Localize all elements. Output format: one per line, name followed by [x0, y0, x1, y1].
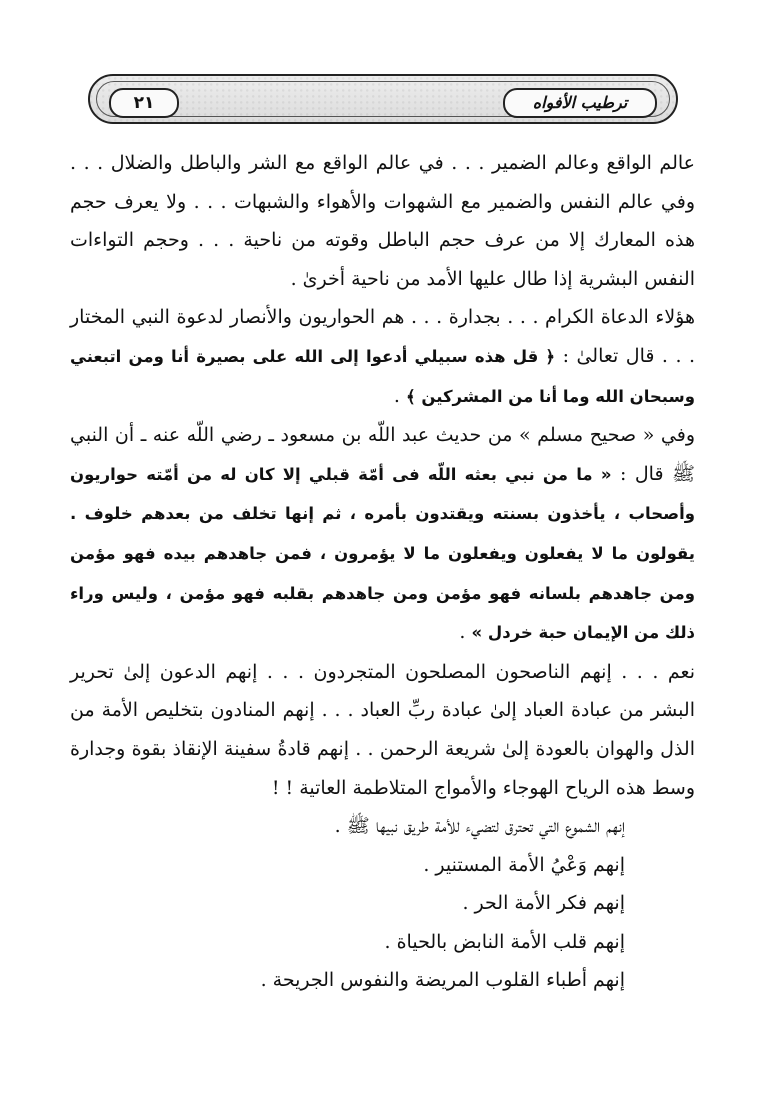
list-item: إنهم أطباء القلوب المريضة والنفوس الجريحة . [260, 969, 625, 992]
paragraph-3 [70, 416, 695, 653]
hadith-quote: « ما من نبي بعثه اللّه فى أمّة قبلي إلا كان له من أمّته حواريون وأصحاب ، يأخذون بسنته ويقتدون بأمره ، ثم إنها تخلف من بعدهم خلوف . يقولون ما لا يفعلون ويفعلون ما لا يؤمرون ، فمن جاهدهم بيده فهو مؤمن ومن جاهدهم بلسانه فهو مؤمن ومن جاهدهم بقلبه فهو مؤمن ، وليس وراء ذلك من الإيمان حبة خردل » [70, 464, 695, 643]
paragraph-1: عالم الواقع وعالم الضمير . . . في عالم الواقع مع الشر والباطل والضلال . . . وفي عالم النفس والضمير مع الشهوات والأهواء والشبهات . . . ولا يعرف حجم هذه المعارك إلا من عرف حجم الباطل وقوته من ناحية . . . وحجم التواءات النفس البشرية إذا طال عليها الأمد من ناحية أخرىٰ . [70, 152, 695, 290]
paragraph-2-tail: . [393, 384, 406, 407]
list-item: إنهم فكر الأمة الحر . [462, 892, 625, 915]
paragraph-2-lead: هؤلاء الدعاة الكرام . . . بجدارة . . . هم الحواريون والأنصار لدعوة النبي المختار . . . قال تعالىٰ : [70, 306, 695, 367]
page-number: ٢١ [109, 88, 179, 118]
description-list [70, 807, 695, 1000]
paragraph-2 [70, 298, 695, 416]
text-body [70, 144, 695, 1000]
quran-verse: ﴿ قل هذه سبيلي أدعوا إلى الله على بصيرة أنا ومن اتبعني وسبحان الله وما أنا من المشركين ﴾ [70, 346, 695, 406]
paragraph-4: نعم . . . إنهم الناصحون المصلحون المتجردون . . . إنهم الدعون إلىٰ تحرير البشر من عبادة العباد إلىٰ عبادة ربِّ العباد . . . إنهم المنادون بتخليص الأمة من الذل والهوان بالعودة إلىٰ شريعة الرحمن . . إنهم قادةُ سفينة الإنقاذ بقوة وجدارة وسط هذه الرياح الهوجاء والأمواج المتلاطمة العاتية ! ! [70, 660, 695, 799]
paragraph-3-lead: وفي « صحيح مسلم » من حديث عبد اللّه بن مسعود ـ رضي اللّه عنه ـ أن النبي ﷺ قال : [70, 424, 696, 485]
list-item: إنهم قلب الأمة النابض بالحياة . [384, 930, 625, 953]
page-header [88, 74, 678, 124]
running-title: ترطيب الأفواه [503, 88, 657, 118]
header-frame [96, 81, 670, 117]
list-item: إنهم وَعْيُ الأمة المستنير . [423, 853, 625, 876]
list-item: إنهم الشموع التي تحترق لتضيء للأمة طريق نبيها ﷺ . [334, 815, 625, 838]
paragraph-3-tail: . [459, 621, 472, 644]
